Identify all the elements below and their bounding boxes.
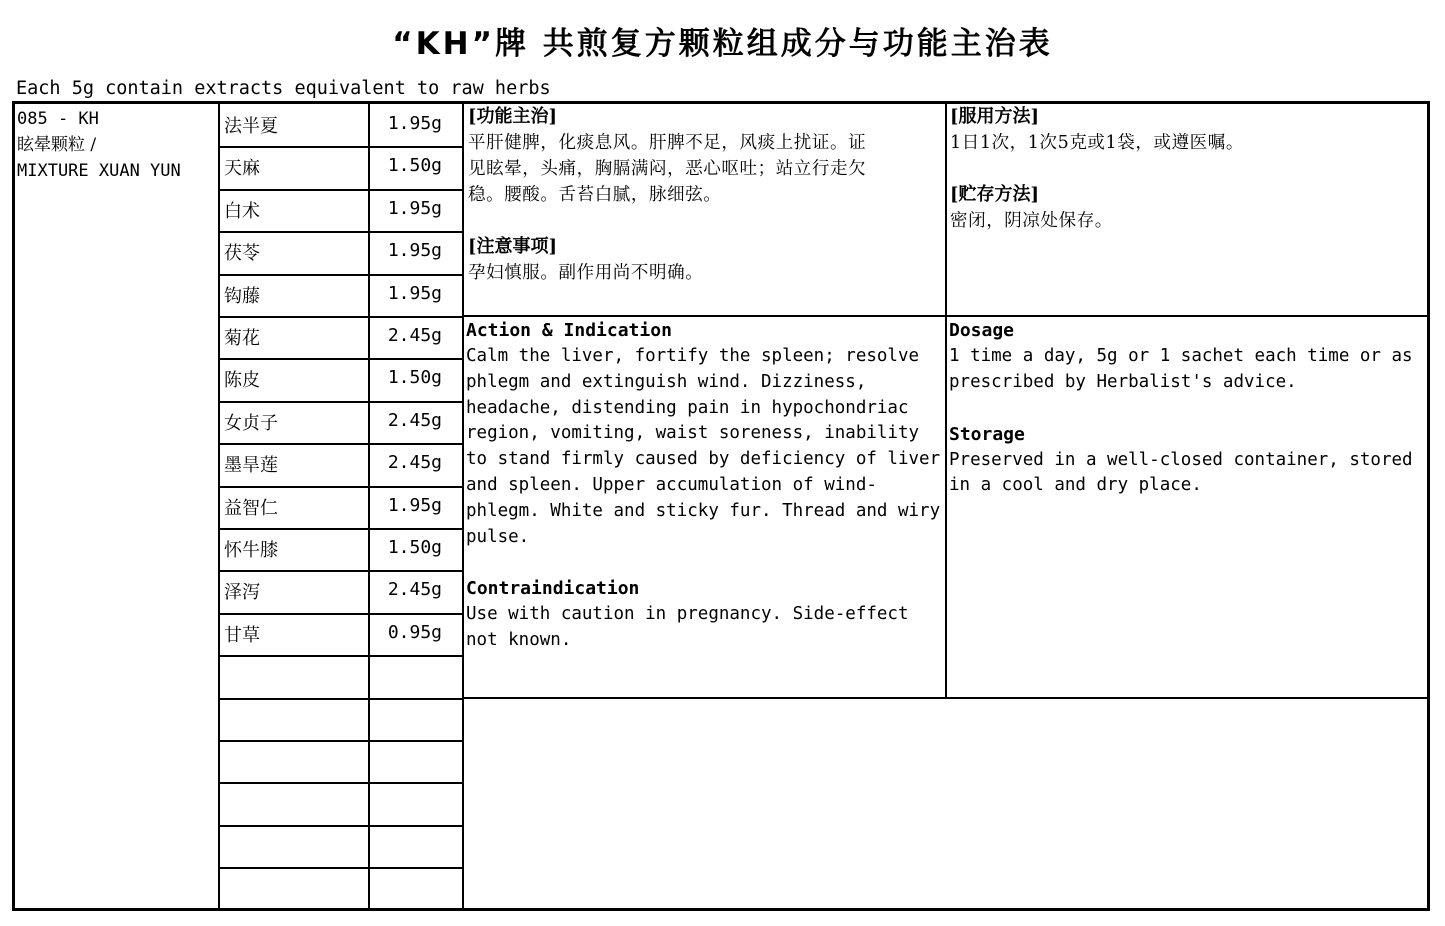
- herb-row: [220, 401, 462, 443]
- herb-name: 怀牛膝: [224, 540, 278, 561]
- product-name-en: MIXTURE XUAN YUN: [17, 161, 181, 181]
- en-action-section: [466, 318, 940, 654]
- zh-function-title: [功能主治]: [468, 106, 558, 127]
- herb-dose: 1.95g: [387, 495, 442, 516]
- zh-storage-text: 密闭，阴凉处保存。: [950, 211, 1113, 231]
- column-divider: [945, 104, 947, 699]
- zh-usage-title: [服用方法]: [950, 106, 1040, 127]
- zh-function-line: 稳。腰酸。舌苔白腻，脉细弦。: [468, 185, 722, 205]
- row-divider: [462, 697, 1428, 699]
- zh-function-line: 见眩晕，头痛，胸膈满闷，恶心呕吐；站立行走欠: [468, 159, 867, 179]
- en-storage-line: Preserved in a well-closed container, stored: [949, 449, 1413, 470]
- zh-caution-title: [注意事项]: [468, 236, 558, 257]
- herb-row: [220, 358, 462, 400]
- herb-dose: 1.50g: [387, 537, 442, 558]
- zh-caution-text: 孕妇慎服。副作用尚不明确。: [468, 263, 704, 283]
- herb-name: 法半夏: [224, 116, 278, 137]
- herb-name: 泽泻: [224, 582, 260, 603]
- product-info: [17, 106, 181, 184]
- herb-name: 天麻: [224, 158, 260, 179]
- herb-name: 菊花: [224, 328, 260, 349]
- herb-dose: 2.45g: [387, 579, 442, 600]
- herb-name: 陈皮: [224, 370, 260, 391]
- herb-name: 益智仁: [224, 498, 278, 519]
- en-contra-title: Contraindication: [466, 578, 640, 600]
- herb-row: [220, 189, 462, 231]
- en-action-line: phlegm. White and sticky fur. Thread and wiry: [466, 500, 941, 521]
- en-action-line: and spleen. Upper accumulation of wind-: [466, 474, 877, 495]
- en-dosage-title: Dosage: [949, 320, 1015, 341]
- en-action-line: pulse.: [466, 526, 530, 547]
- en-dosage-line: 1 time a day, 5g or 1 sachet each time or as: [949, 346, 1413, 366]
- herb-row-divider: [220, 655, 462, 657]
- herb-row: [220, 570, 462, 612]
- herb-dose: 0.95g: [387, 622, 442, 643]
- herb-dose: 1.50g: [387, 155, 442, 176]
- herb-dose: 1.95g: [387, 283, 442, 304]
- herb-row-divider: [220, 867, 462, 869]
- en-action-line: Calm the liver, fortify the spleen; resolve: [466, 346, 920, 366]
- herb-name: 女贞子: [224, 413, 278, 434]
- zh-function-line: 平肝健脾，化痰息风。肝脾不足，风痰上扰证。证: [468, 133, 867, 153]
- zh-usage-section: [950, 104, 1244, 234]
- subtitle: Each 5g contain extracts equivalent to raw herbs: [16, 78, 551, 99]
- en-action-line: headache, distending pain in hypochondriac: [466, 397, 909, 418]
- zh-storage-title: [贮存方法]: [950, 184, 1040, 205]
- column-divider: [462, 104, 464, 908]
- herb-name: 钩藤: [224, 286, 260, 307]
- herb-row: [220, 316, 462, 358]
- zh-usage-text: 1日1次，1次5克或1袋，或遵医嘱。: [950, 133, 1244, 153]
- herb-name: 墨旱莲: [224, 455, 278, 476]
- herb-row: [220, 104, 462, 146]
- en-contra-line: not known.: [466, 630, 572, 651]
- herb-row: [220, 274, 462, 316]
- herb-row: [220, 613, 462, 655]
- en-action-line: to stand firmly caused by deficiency of liver: [466, 449, 941, 470]
- herb-row-divider: [220, 740, 462, 742]
- herb-row: [220, 231, 462, 273]
- row-divider: [462, 315, 1428, 317]
- herb-dose: 2.45g: [387, 325, 442, 346]
- herb-row-divider: [220, 825, 462, 827]
- herb-row-divider: [220, 698, 462, 700]
- herb-name: 甘草: [224, 625, 260, 646]
- herb-dose: 2.45g: [387, 452, 442, 473]
- en-contra-line: Use with caution in pregnancy. Side-effect: [466, 604, 909, 625]
- herb-name: 茯苓: [224, 243, 260, 264]
- en-action-title: Action & Indication: [466, 320, 672, 341]
- en-dosage-section: [949, 318, 1413, 499]
- product-name-zh: 眩晕颗粒 /: [17, 135, 97, 155]
- zh-function-section: [468, 104, 866, 286]
- herb-dose: 1.50g: [387, 367, 442, 388]
- herb-name: 白术: [224, 201, 260, 222]
- en-dosage-line: prescribed by Herbalist's advice.: [949, 371, 1297, 392]
- herb-dose: 1.95g: [387, 240, 442, 261]
- en-storage-title: Storage: [949, 423, 1025, 445]
- herb-dose: 1.95g: [387, 198, 442, 219]
- en-action-line: region, vomiting, waist soreness, inability: [466, 423, 920, 444]
- product-code: 085 - KH: [17, 109, 99, 129]
- page-title: “KH”牌 共煎复方颗粒组成分与功能主治表: [392, 26, 1053, 62]
- herb-row: [220, 443, 462, 485]
- herb-row: [220, 146, 462, 188]
- en-action-line: phlegm and extinguish wind. Dizziness,: [466, 371, 867, 392]
- herb-row-divider: [220, 782, 462, 784]
- en-storage-line: in a cool and dry place.: [949, 475, 1202, 496]
- herb-row: [220, 528, 462, 570]
- herb-dose: 2.45g: [387, 410, 442, 431]
- herb-dose: 1.95g: [387, 113, 442, 134]
- herb-row: [220, 486, 462, 528]
